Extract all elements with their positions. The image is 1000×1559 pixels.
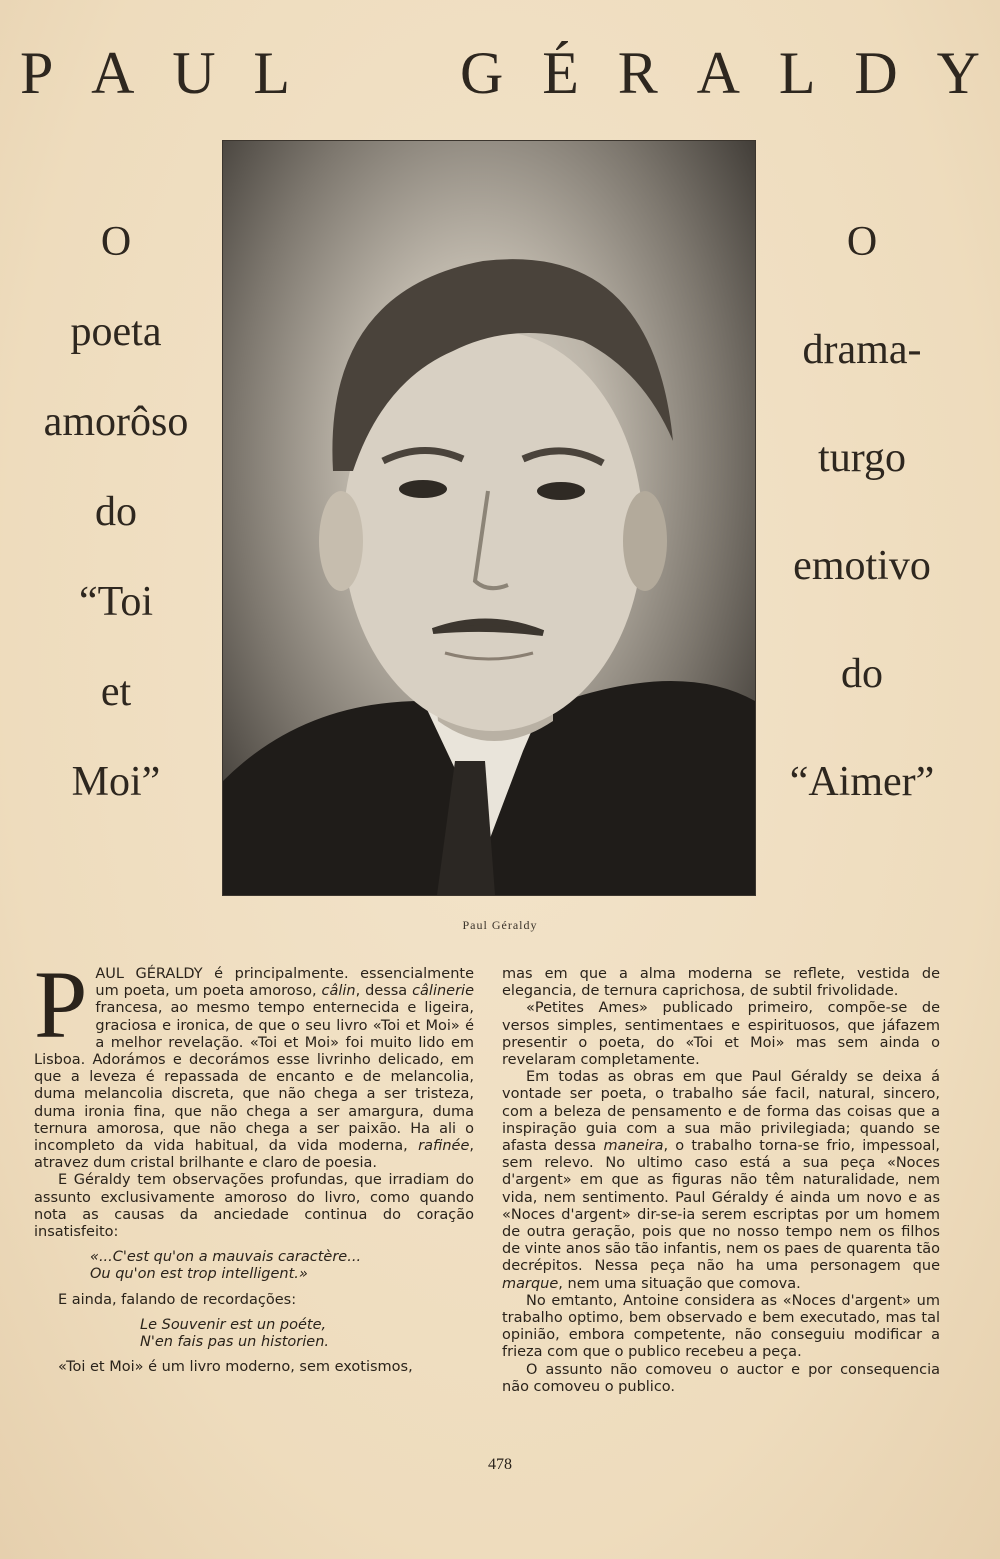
quote-line: Ou qu'on est trop intelligent.» xyxy=(90,1266,308,1283)
subtitle-line: turgo xyxy=(818,435,906,481)
subtitle-line: amorôso xyxy=(43,399,189,445)
text-run: Em todas as obras em que Paul Géraldy se deixa á vontade ser poeta, o trabalho sáe facil, natural, sincero, com a beleza de pensamento e de forma das coisas que a inspiração guia com a sua mão privilegiada; quando se afasta dessa xyxy=(502,1069,940,1155)
title-letter: U xyxy=(172,40,216,106)
title-letter: L xyxy=(778,40,816,106)
left-subtitle xyxy=(16,210,216,840)
title-letter: R xyxy=(617,40,658,106)
quote-line: «...C'est qu'on a mauvais caractère... xyxy=(90,1249,362,1266)
subtitle-line: O xyxy=(846,219,878,265)
title-letter: G xyxy=(460,40,504,106)
article-column-right xyxy=(502,966,940,1396)
block-quote xyxy=(90,1249,474,1283)
title-letter: L xyxy=(253,40,290,106)
text-run: , o trabalho torna-se frio, impessoal, sem relevo. No ultimo caso está a sua peça «Noces d'argent» em que as figuras não têm naturalidade, nem vida, nem sentimento. Paul Géraldy é ainda um novo e as «Noces d'argent» dir-se-ia serem escriptas por um homem de outra geração, pois que no nosso tempo nem os filhos de vinte anos são tão infantis, nem os paes de quarenta tão decrépitos. Nessa peça não ha uma personagem que xyxy=(502,1138,940,1275)
verse-line: Le Souvenir est un poéte, xyxy=(140,1316,327,1333)
portrait-photo xyxy=(222,140,756,896)
title-letter: A xyxy=(696,40,740,106)
subtitle-line: do xyxy=(841,651,883,697)
article-paragraph: «Toi et Moi» é um livro moderno, sem exotismos, xyxy=(58,1359,413,1376)
subtitle-line: et xyxy=(100,669,132,715)
title-letter: A xyxy=(91,40,135,106)
text-run-italic: câlinerie xyxy=(412,983,474,1000)
article-column-left xyxy=(34,951,474,1376)
title-letter: D xyxy=(854,40,898,106)
text-run-italic: rafinée xyxy=(418,1138,470,1155)
subtitle-line: Moi” xyxy=(71,759,161,805)
text-run: AUL GÉRALDY é principalmente. essencialmente um poeta, um poeta amoroso, xyxy=(95,966,474,1000)
photo-caption: Paul Géraldy xyxy=(462,918,538,932)
verse-line: N'en fais pas un historien. xyxy=(140,1334,330,1351)
subtitle-line: O xyxy=(100,219,132,265)
title-last-name xyxy=(460,38,980,108)
article-paragraph: mas em que a alma moderna se reflete, vestida de elegancia, de ternura caprichosa, de subtil frivolidade. xyxy=(502,966,940,1000)
article-paragraph: E ainda, falando de recordações: xyxy=(58,1291,297,1308)
article-paragraph xyxy=(34,951,474,1172)
right-subtitle xyxy=(762,210,962,858)
text-run: , dessa xyxy=(355,983,413,1000)
text-run-italic: maneira xyxy=(603,1138,664,1155)
subtitle-line: do xyxy=(95,489,137,535)
title-letter: P xyxy=(20,40,54,106)
page-number: 478 xyxy=(488,1456,512,1473)
text-run-italic: marque xyxy=(502,1275,559,1292)
subtitle-line: “Aimer” xyxy=(789,759,935,805)
drop-cap: P xyxy=(34,951,88,1058)
title-first-name xyxy=(20,38,290,108)
title-letter: É xyxy=(542,40,579,106)
verse-quote xyxy=(140,1317,474,1351)
article-paragraph: O assunto não comoveu o auctor e por consequencia não comoveu o publico. xyxy=(502,1361,940,1395)
subtitle-line: poeta xyxy=(70,309,162,355)
title-letter: Y xyxy=(936,40,980,106)
subtitle-line: drama- xyxy=(802,327,922,373)
subtitle-line: emotivo xyxy=(793,543,931,589)
text-run: , nem uma situação que comova. xyxy=(558,1275,801,1292)
article-paragraph: «Petites Ames» publicado primeiro, compõe-se de versos simples, sentimentaes e espirituosos, que jáfazem presentir o poeta, do «Toi et Moi» mas sem ainda o revelaram completamente. xyxy=(502,1000,940,1069)
subtitle-line: “Toi xyxy=(78,579,154,625)
page-title xyxy=(20,38,980,108)
article-paragraph: E Géraldy tem observações profundas, que irradiam do assunto exclusivamente amoroso do livro, como quando nota as causas da anciedade continua do coração insatisfeito: xyxy=(34,1172,474,1241)
article-paragraph: No emtanto, Antoine considera as «Noces d'argent» um trabalho optimo, bem observado e bem executado, mas tal opinião, embora competente, não conseguiu modificar a frieza com que o publico recebeu a peça. xyxy=(502,1292,940,1361)
text-run: , atravez dum cristal brilhante e claro de poesia. xyxy=(34,1138,474,1172)
text-run: francesa, ao mesmo tempo enternecida e ligeira, graciosa e ironica, de que o seu livro «Toi et Moi» é a melhor revelação. «Toi et Moi» foi muito lido em Lisboa. Adorámos e decorámos esse livrinho delicado, em que a leveza é repassada de encanto e de melancolia, duma melancolia discreta, que não chega a ser tristeza, duma ironia fina, que não chega a ser amargura, duma ternura amorosa, que não chega a ser paixão. Ha ali o incompleto da vida habitual, da vida moderna, xyxy=(34,1000,474,1155)
portrait-illustration xyxy=(223,141,755,895)
text-run-italic: câlin xyxy=(321,983,356,1000)
article-paragraph xyxy=(502,1069,940,1293)
